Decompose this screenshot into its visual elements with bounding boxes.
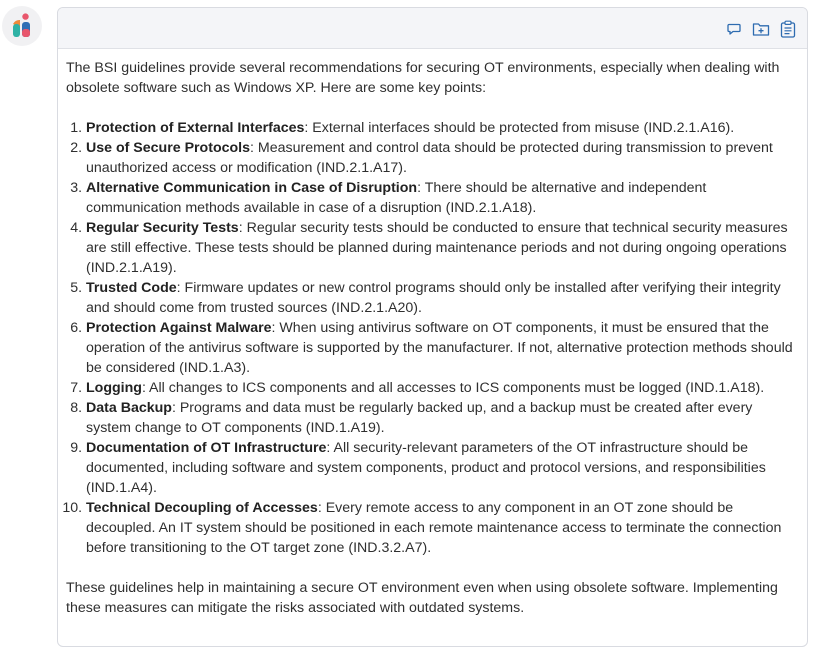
assistant-logo-icon — [10, 13, 34, 39]
point-text: : There should be alternative and independent communication methods available in case of a disruption (IND.2.1.A18). — [86, 180, 707, 216]
list-item — [86, 278, 799, 318]
outro-paragraph: These guidelines help in maintaining a secure OT environment even when using obsolete software. Implementing these measures can mitigate the risks associated with outdated systems. — [66, 580, 778, 616]
key-points-list — [66, 118, 799, 558]
point-text: : External interfaces should be protected from misuse (IND.2.1.A16). — [304, 120, 735, 136]
point-title: Protection of External Interfaces — [86, 120, 305, 136]
folder-add-icon — [752, 21, 770, 37]
save-to-folder-button[interactable] — [751, 19, 770, 38]
list-item — [86, 138, 799, 178]
list-item — [86, 318, 799, 378]
point-title: Technical Decoupling of Accesses — [86, 500, 318, 516]
point-title: Trusted Code — [86, 280, 177, 296]
point-title: Data Backup — [86, 400, 172, 416]
comment-button[interactable] — [724, 19, 743, 38]
point-title: Use of Secure Protocols — [86, 140, 250, 156]
assistant-message-card — [57, 7, 808, 647]
list-item — [86, 398, 799, 438]
point-text: : Firmware updates or new control programs should only be installed after verifying their integrity and should come from trusted sources (IND.2.1.A20). — [86, 280, 781, 316]
list-item — [86, 178, 799, 218]
list-item — [86, 378, 799, 398]
list-item — [86, 218, 799, 278]
copy-button[interactable] — [778, 19, 797, 38]
point-text: : Regular security tests should be conducted to ensure that technical security measures are still effective. These tests should be planned during maintenance periods and not during ongoing operations (IND.2.1.A19). — [86, 220, 788, 276]
message-toolbar — [58, 8, 807, 49]
point-text: : All security-relevant parameters of the OT infrastructure should be documented, including software and system components, product and protocol versions, and responsibilities (IND.1.A4). — [86, 440, 766, 496]
intro-paragraph: The BSI guidelines provide several recommendations for securing OT environments, especially when dealing with obsolete software such as Windows XP. Here are some key points: — [66, 60, 780, 96]
message-body — [58, 49, 807, 618]
point-text: : Measurement and control data should be protected during transmission to prevent unauthorized access or modification (IND.2.1.A17). — [86, 140, 773, 176]
point-title: Alternative Communication in Case of Disruption — [86, 180, 418, 196]
point-title: Protection Against Malware — [86, 320, 272, 336]
assistant-avatar — [2, 6, 42, 46]
point-title: Documentation of OT Infrastructure — [86, 440, 327, 456]
clipboard-icon — [780, 20, 796, 38]
point-text: : When using antivirus software on OT components, it must be ensured that the operation of the antivirus software is supported by the manufacturer. If not, alternative protection methods should be considered (IND.1.A3). — [86, 320, 793, 376]
point-text: : All changes to ICS components and all accesses to ICS components must be logged (IND.1.A18). — [141, 380, 765, 396]
comment-icon — [727, 22, 741, 36]
point-title: Regular Security Tests — [86, 220, 239, 236]
point-text: : Programs and data must be regularly backed up, and a backup must be created after every system change to OT components (IND.1.A19). — [86, 400, 753, 436]
point-text: : Every remote access to any component in an OT zone should be decoupled. An IT system should be positioned in each remote maintenance access to terminate the connection before transitioning to the OT target zone (IND.3.2.A7). — [86, 500, 782, 556]
list-item — [86, 438, 799, 498]
list-item — [86, 498, 799, 558]
list-item — [86, 118, 799, 138]
point-title: Logging — [86, 380, 142, 396]
